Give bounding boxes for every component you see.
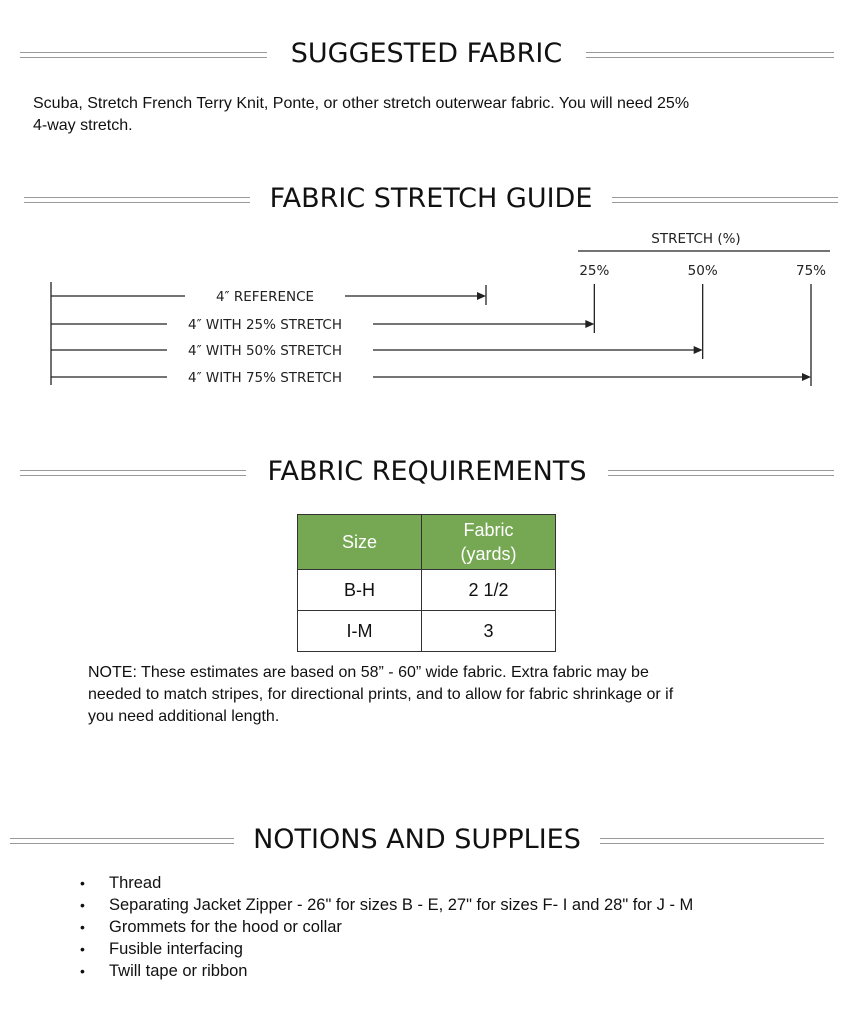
heading-rule-right	[612, 197, 838, 203]
guide-row-label: 4″ WITH 25% STRETCH	[188, 317, 342, 333]
note-line: NOTE: These estimates are based on 58” - 60” wide fabric. Extra fabric may be	[88, 664, 649, 681]
list-item-text: Twill tape or ribbon	[109, 962, 248, 980]
bullet: •	[80, 941, 85, 957]
bullet: •	[80, 919, 85, 935]
suggested-fabric-heading	[0, 34, 864, 74]
bullet: •	[80, 875, 85, 891]
list-item	[80, 872, 693, 894]
cell-size: B-H	[298, 570, 422, 611]
list-item-text: Thread	[109, 874, 162, 892]
table-row	[298, 570, 556, 611]
arrowhead	[477, 292, 486, 300]
header-fabric-line: (yards)	[460, 544, 517, 564]
suggested-fabric-line: Scuba, Stretch French Terry Knit, Ponte, or other stretch outerwear fabric. You will need 25%	[33, 95, 690, 112]
list-item-text: Grommets for the hood or collar	[109, 918, 342, 936]
notions-list	[80, 872, 693, 982]
guide-row-label: 4″ WITH 50% STRETCH	[188, 343, 342, 359]
stretch-tick-label: 50%	[687, 263, 718, 279]
stretch-guide-diagram	[0, 220, 864, 395]
stretch-axis-label: STRETCH (%)	[651, 231, 741, 247]
list-item	[80, 938, 693, 960]
section-title: NOTIONS AND SUPPLIES	[253, 824, 581, 855]
heading-rule-left	[24, 197, 250, 203]
heading-rule-right	[600, 838, 824, 844]
stretch-tick-label: 75%	[795, 263, 827, 279]
fabric-requirements-table	[297, 514, 556, 652]
header-size: Size	[298, 515, 422, 570]
arrowhead	[585, 320, 594, 328]
suggested-fabric-text	[33, 93, 833, 137]
bullet: •	[80, 963, 85, 979]
list-item	[80, 894, 693, 916]
arrowhead	[694, 346, 703, 354]
suggested-fabric-line: 4-way stretch.	[33, 117, 133, 134]
heading-rule-right	[586, 52, 834, 58]
guide-row-label: 4″ WITH 75% STRETCH	[188, 370, 342, 386]
heading-rule-left	[10, 838, 234, 844]
stretch-tick-label: 25%	[579, 263, 610, 279]
arrowhead	[802, 373, 811, 381]
notions-heading	[0, 820, 864, 860]
header-fabric-line: Fabric	[463, 520, 514, 540]
guide-row-label: 4″ REFERENCE	[215, 289, 315, 305]
cell-fabric: 3	[422, 611, 556, 652]
header-fabric	[422, 515, 556, 570]
cell-fabric: 2 1/2	[422, 570, 556, 611]
note-line: needed to match stripes, for directional prints, and to allow for fabric shrinkage or if	[88, 686, 674, 703]
stretch-guide-heading	[0, 179, 864, 219]
heading-rule-right	[608, 470, 834, 476]
section-title: FABRIC STRETCH GUIDE	[269, 183, 593, 214]
cell-size: I-M	[298, 611, 422, 652]
list-item-text: Separating Jacket Zipper - 26" for sizes B - E, 27" for sizes F- I and 28" for J - M	[109, 896, 694, 914]
list-item	[80, 916, 693, 938]
fabric-requirements-heading	[0, 452, 864, 492]
section-title: SUGGESTED FABRIC	[290, 38, 563, 69]
heading-rule-left	[20, 52, 267, 58]
heading-rule-left	[20, 470, 246, 476]
section-title: FABRIC REQUIREMENTS	[267, 456, 587, 487]
bullet: •	[80, 897, 85, 913]
list-item-text: Fusible interfacing	[109, 940, 243, 958]
requirements-note	[88, 662, 828, 728]
table-header-row	[298, 515, 556, 570]
table-row	[298, 611, 556, 652]
list-item	[80, 960, 693, 982]
note-line: you need additional length.	[88, 708, 280, 725]
